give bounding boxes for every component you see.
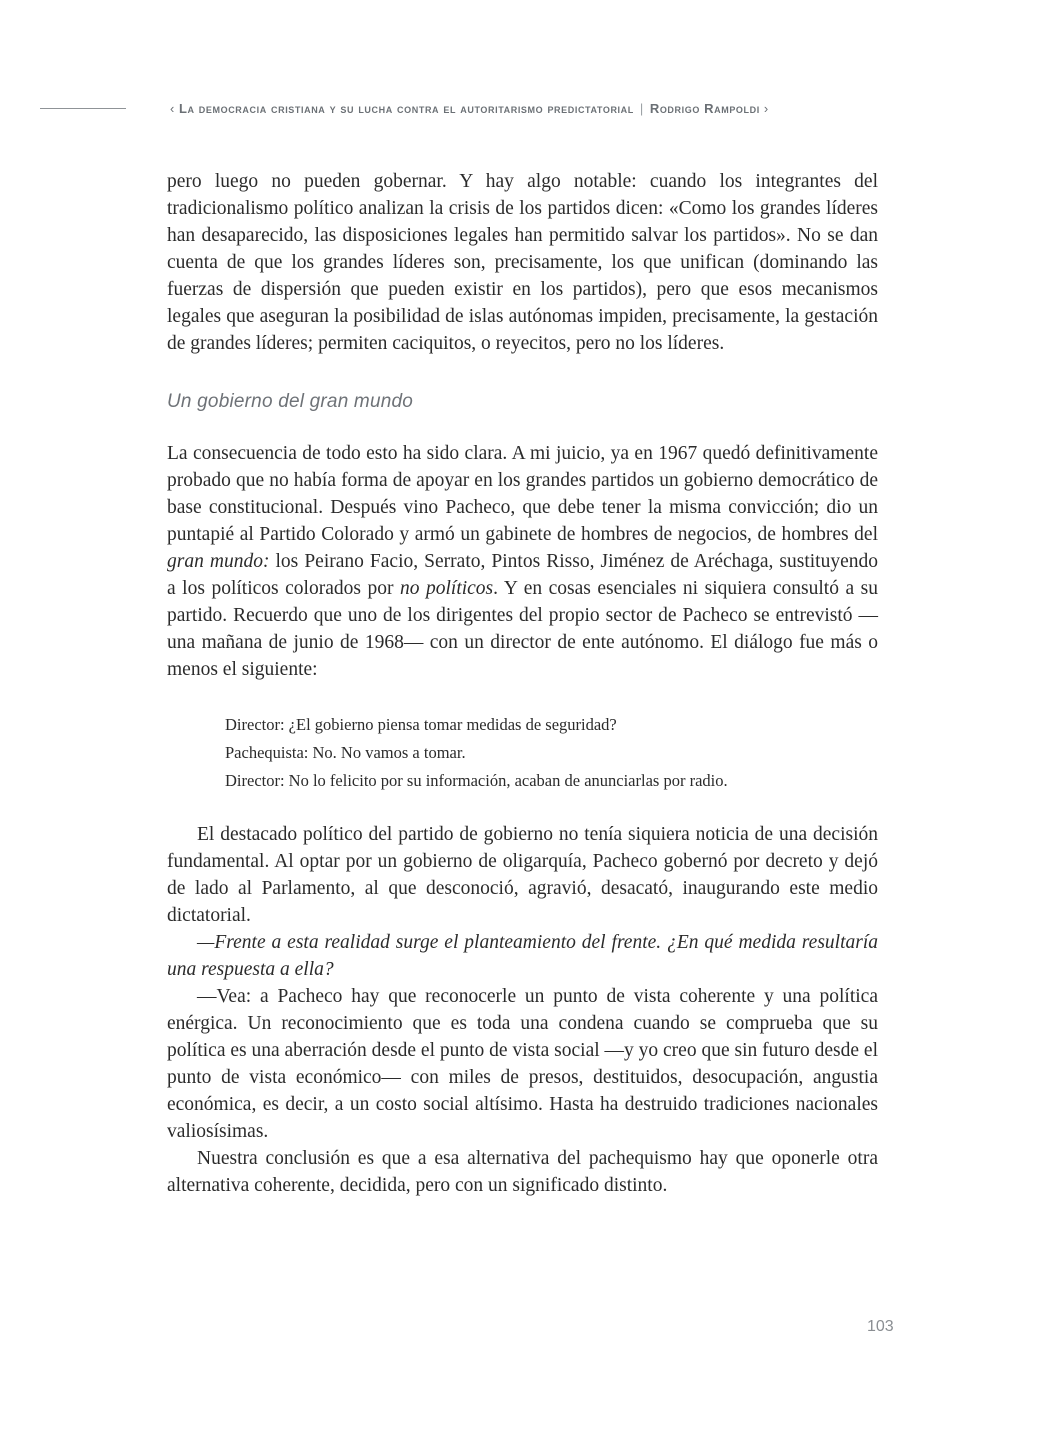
paragraph-destacado: El destacado político del partido de gobierno no tenía siquiera noticia de una decisión fundamental. Al optar por un gobierno de oligarquía, Pacheco gobernó por decreto y dejó de lado al Parlamento, al que desconoció, agravió, desacató, inaugurando este medio dictatorial.: [167, 824, 878, 926]
paragraph-gobierno-run-2: los Peirano Facio, Serrato, Pintos Risso, Jiménez de Aréchaga, sustituyendo a los políticos colorados por: [167, 551, 878, 599]
paragraph-gobierno-run-3: . Y en cosas esenciales ni siquiera consultó a su partido. Recuerdo que uno de los dirigentes del propio sector de Pacheco se entrevistó —una mañana de junio de 1968— con un director de ente autónomo. El diálogo fue más o menos el siguiente:: [167, 578, 878, 680]
paragraph-gobierno-run-1: La consecuencia de todo esto ha sido clara. A mi juicio, ya en 1967 quedó definitivamente probado que no había forma de apoyar en los grandes partidos un gobierno democrático de base constitucional. Después vino Pacheco, que debe tener la misma convicción; dio un puntapié al Partido Colorado y armó un gabinete de hombres de negocios, de hombres del: [167, 443, 878, 545]
paragraph-conclusion: Nuestra conclusión es que a esa alternativa del pachequismo hay que oponerle otra alternativa coherente, decidida, pero con un significado distinto.: [167, 1148, 878, 1196]
header-author: Rodrigo Rampoldi: [649, 100, 760, 116]
dialogue-line-pachequista: Pachequista: No. No vamos a tomar.: [225, 743, 466, 762]
dialogue-line-director-1: Director: ¿El gobierno piensa tomar medidas de seguridad?: [225, 715, 617, 734]
header-right-angle: ›: [763, 100, 769, 116]
page-number: 103: [867, 1318, 894, 1335]
dialogue-block: [225, 711, 878, 795]
section-heading: Un gobierno del gran mundo: [167, 391, 414, 412]
header-separator: |: [639, 100, 644, 116]
paragraph-gobierno: [167, 440, 878, 683]
header-chapter-title: La democracia cristiana y su lucha contra el autoritarismo predictatorial: [178, 100, 634, 116]
paragraph-question-italic: —Frente a esta realidad surge el planteamiento del frente. ¿En qué medida resultaría una respuesta a ella?: [167, 932, 878, 980]
paragraph-vea: —Vea: a Pacheco hay que reconocerle un punto de vista coherente y una política enérgica. Un reconocimiento que es toda una condena cuando se comprueba que su política es una aberración desde el punto de vista social —y yo creo que sin futuro desde el punto de vista económico— con miles de presos, destituidos, desocupación, angustia económica, es decir, a un costo social altísimo. Hasta ha destruido tradiciones nacionales valiosísimas.: [167, 986, 878, 1142]
text-column: [167, 168, 878, 1199]
paragraph-continuation: pero luego no pueden gobernar. Y hay algo notable: cuando los integrantes del tradicionalismo político analizan la crisis de los partidos dicen: «Como los grandes líderes han desaparecido, las disposiciones legales han permitido salvar los partidos». No se dan cuenta de que los grandes líderes son, precisamente, los que unifican (dominando las fuerzas de dispersión que pueden existir en los partidos), pero que esos mecanismos legales que aseguran la posibilidad de islas autónomas impiden, precisamente, la gestación de grandes líderes; permiten caciquitos, o reyecitos, pero no los líderes.: [167, 171, 878, 354]
paragraph-gobierno-italic-2: no políticos: [399, 578, 494, 599]
header-left-angle: ‹: [170, 100, 175, 116]
running-header: [0, 99, 1048, 117]
header-rule: [40, 108, 126, 109]
dialogue-line-director-2: Director: No lo felicito por su información, acaban de anunciarlas por radio.: [225, 771, 728, 790]
header-title: [166, 101, 773, 116]
paragraph-gobierno-italic-1: gran mundo:: [167, 551, 270, 572]
